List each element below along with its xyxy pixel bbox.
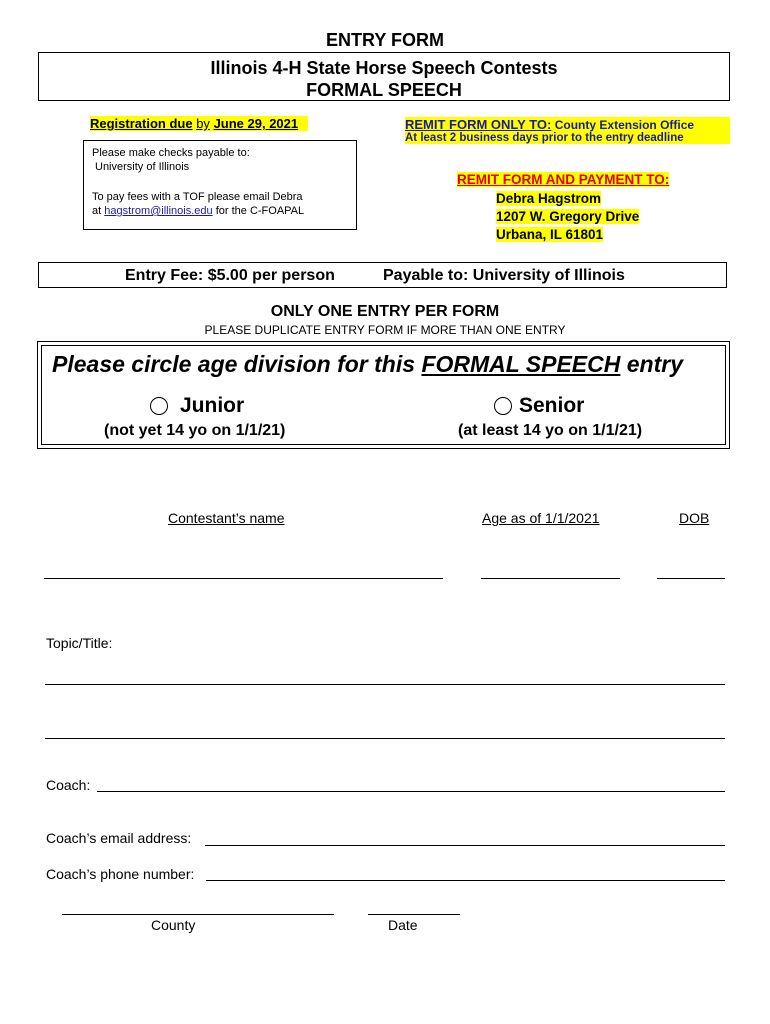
junior-radio[interactable] <box>150 397 168 415</box>
division-prompt-pre: Please circle age division for this <box>52 351 416 377</box>
remit-form-only <box>405 117 730 132</box>
contest-name: Illinois 4-H State Horse Speech Contests <box>210 58 558 78</box>
remit-name: Debra Hagstrom <box>496 191 602 206</box>
checks-line-4-prefix: at <box>92 205 102 217</box>
remit-city: Urbana, IL 61801 <box>496 227 604 242</box>
registration-by: by <box>196 116 210 131</box>
senior-radio[interactable] <box>494 397 512 415</box>
remit-note <box>405 132 730 144</box>
coach-label: Coach: <box>46 777 91 793</box>
registration-date: June 29, 2021 <box>213 116 299 131</box>
registration-label: Registration due <box>90 116 193 131</box>
age-label: Age as of 1/1/2021 <box>482 510 600 526</box>
checks-line-2: University of Illinois <box>95 161 190 173</box>
speech-category: FORMAL SPEECH <box>306 80 462 100</box>
checks-line-4-suffix: for the C-FOAPAL <box>215 205 305 217</box>
topic-field-line-1[interactable] <box>45 684 725 685</box>
registration-due <box>90 116 308 131</box>
age-division-box <box>37 341 730 449</box>
date-field[interactable] <box>368 914 460 915</box>
payment-instructions-box <box>83 140 357 230</box>
division-prompt-post: entry <box>626 351 684 377</box>
remit-payment-label: REMIT FORM AND PAYMENT TO: <box>457 172 670 187</box>
entry-fee: Entry Fee: $5.00 per person <box>125 267 335 284</box>
date-label: Date <box>388 917 418 933</box>
division-prompt-underlined: FORMAL SPEECH <box>421 351 621 377</box>
contestant-name-field[interactable] <box>44 578 443 579</box>
email-link[interactable]: hagstrom@illinois.edu <box>104 205 213 217</box>
checks-line-1: Please make checks payable to: <box>92 147 250 159</box>
remit-only-label: REMIT FORM ONLY TO: <box>405 117 552 132</box>
junior-note: (not yet 14 yo on 1/1/21) <box>104 422 286 439</box>
checks-line-4 <box>92 204 348 218</box>
coach-email-field[interactable] <box>205 845 725 846</box>
payable-to: Payable to: University of Illinois <box>383 267 625 284</box>
checks-line-3: To pay fees with a TOF please email Debra <box>92 191 303 203</box>
form-title: ENTRY FORM <box>325 30 444 50</box>
topic-label: Topic/Title: <box>46 635 113 651</box>
dob-label: DOB <box>679 510 710 526</box>
title-block <box>38 52 730 101</box>
one-entry-notice: ONLY ONE ENTRY PER FORM <box>270 303 500 320</box>
coach-field[interactable] <box>97 791 725 792</box>
age-field[interactable] <box>481 578 620 579</box>
contestant-name-label: Contestant’s name <box>168 510 285 526</box>
coach-email-label: Coach’s email address: <box>46 830 192 846</box>
senior-label: Senior <box>519 394 585 417</box>
county-label: County <box>151 917 196 933</box>
coach-phone-label: Coach’s phone number: <box>46 866 195 882</box>
junior-label: Junior <box>180 394 245 417</box>
senior-note: (at least 14 yo on 1/1/21) <box>458 422 643 439</box>
dob-field[interactable] <box>657 578 725 579</box>
fee-box <box>38 262 727 288</box>
topic-field-line-2[interactable] <box>45 738 725 739</box>
duplicate-notice: PLEASE DUPLICATE ENTRY FORM IF MORE THAN ONE ENTRY <box>204 323 566 337</box>
remit-note-text: At least 2 business days prior to the entry deadline <box>405 132 684 144</box>
division-prompt <box>52 351 683 378</box>
remit-street: 1207 W. Gregory Drive <box>496 209 640 224</box>
coach-phone-field[interactable] <box>206 880 725 881</box>
remit-only-target: County Extension Office <box>554 118 695 132</box>
county-field[interactable] <box>62 914 334 915</box>
